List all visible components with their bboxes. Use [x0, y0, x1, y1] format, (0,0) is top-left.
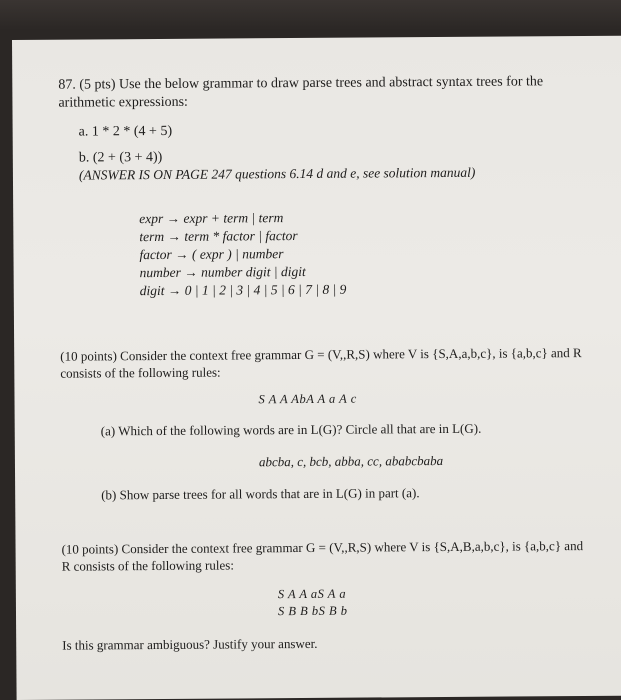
q87-answer-note: (ANSWER IS ON PAGE 247 questions 6.14 d and e, see solution manual) [78, 164, 476, 183]
q3-line1: (10 points) Consider the context free grammar G = (V,,R,S) where V is {S,A,B,a,b,c}, is {a,b,c} and [61, 538, 584, 557]
grammar-rule-expr: expr → expr + term | term [139, 210, 284, 227]
q2-line1: (10 points) Consider the context free grammar G = (V,,R,S) where V is {S,A,a,b,c}, is {a,b,c} and R [60, 345, 582, 364]
grammar-rule-digit: digit → 0 | 1 | 2 | 3 | 4 | 5 | 6 | 7 | 8 | 9 [139, 281, 347, 299]
q3-rules-row2: S B B bS B b [277, 603, 348, 619]
q2-words: abcba, c, bcb, abba, cc, ababcbaba [258, 453, 444, 470]
q3-rules-row1: S A A aS A a [277, 586, 347, 602]
q3-question: Is this grammar ambiguous? Justify your answer. [62, 635, 318, 653]
q87-item-b: b. (2 + (3 + 4)) [78, 149, 163, 166]
q2-rules: S A A AbA A a A c [258, 391, 357, 407]
q2-line2: consists of the following rules: [60, 364, 221, 381]
q2-part-a: (a) Which of the following words are in L(G)? Circle all that are in L(G). [100, 420, 482, 439]
q87-line1: 87. (5 pts) Use the below grammar to draw parse trees and abstract syntax trees for the [58, 74, 544, 93]
q87-item-a: a. 1 * 2 * (4 + 5) [78, 123, 173, 140]
q3-line2: R consists of the following rules: [61, 557, 234, 574]
grammar-rule-term: term → term * factor | factor [139, 228, 298, 245]
paper-sheet [12, 36, 621, 700]
q2-part-b: (b) Show parse trees for all words that are in L(G) in part (a). [101, 485, 420, 503]
q87-line2: arithmetic expressions: [58, 94, 188, 111]
grammar-rule-number: number → number digit | digit [139, 263, 306, 281]
grammar-rule-factor: factor → ( expr ) | number [139, 246, 284, 263]
